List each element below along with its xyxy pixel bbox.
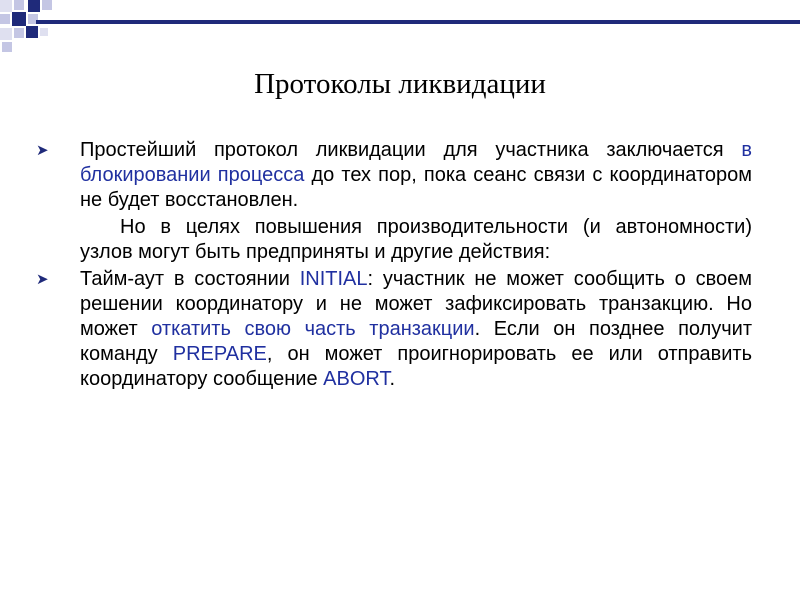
corner-decoration-square xyxy=(14,0,24,10)
highlight-text: INITIAL xyxy=(299,268,368,290)
highlight-text: ABORT xyxy=(323,368,390,390)
arrow-bullet-icon: ➤ xyxy=(36,271,49,288)
corner-decoration-square xyxy=(14,28,24,38)
paragraph: Но в целях повышения производительности (и автономности) узлов могут быть предприняты и другие действия: xyxy=(80,216,752,263)
corner-decoration-square xyxy=(40,28,48,36)
header-rule xyxy=(36,20,800,24)
slide-body xyxy=(34,138,752,392)
corner-decoration-square xyxy=(26,26,38,38)
highlight-text: откатить свою часть транзакции xyxy=(151,318,475,340)
highlight-text: в блокировании процесса xyxy=(80,139,752,186)
bullet-item: ➤ Тайм-аут в состоянии INITIAL: участник не может сообщить о своем решении координатору и не может зафиксировать транзакцию. Но может откатить свою часть транзакции. Если он позднее получит команду PREPARE, он может проигнорировать ее или отправить координатору сообщение ABORT. xyxy=(36,268,753,390)
arrow-bullet-icon: ➤ xyxy=(36,142,49,159)
corner-decoration-square xyxy=(42,0,52,10)
corner-decoration-square xyxy=(12,12,26,26)
corner-decoration-square xyxy=(0,0,12,12)
corner-decoration-square xyxy=(0,28,12,40)
corner-decoration-square xyxy=(28,0,40,12)
slide-title: Протоколы ликвидации xyxy=(254,68,546,100)
highlight-text: PREPARE xyxy=(172,343,267,365)
corner-decoration-square xyxy=(2,42,12,52)
corner-decoration-square xyxy=(0,14,10,24)
bullet-item: ➤ Простейший протокол ликвидации для участника заключается в блокировании процесса до тех пор, пока сеанс связи с координатором не будет восстановлен. xyxy=(36,139,753,211)
